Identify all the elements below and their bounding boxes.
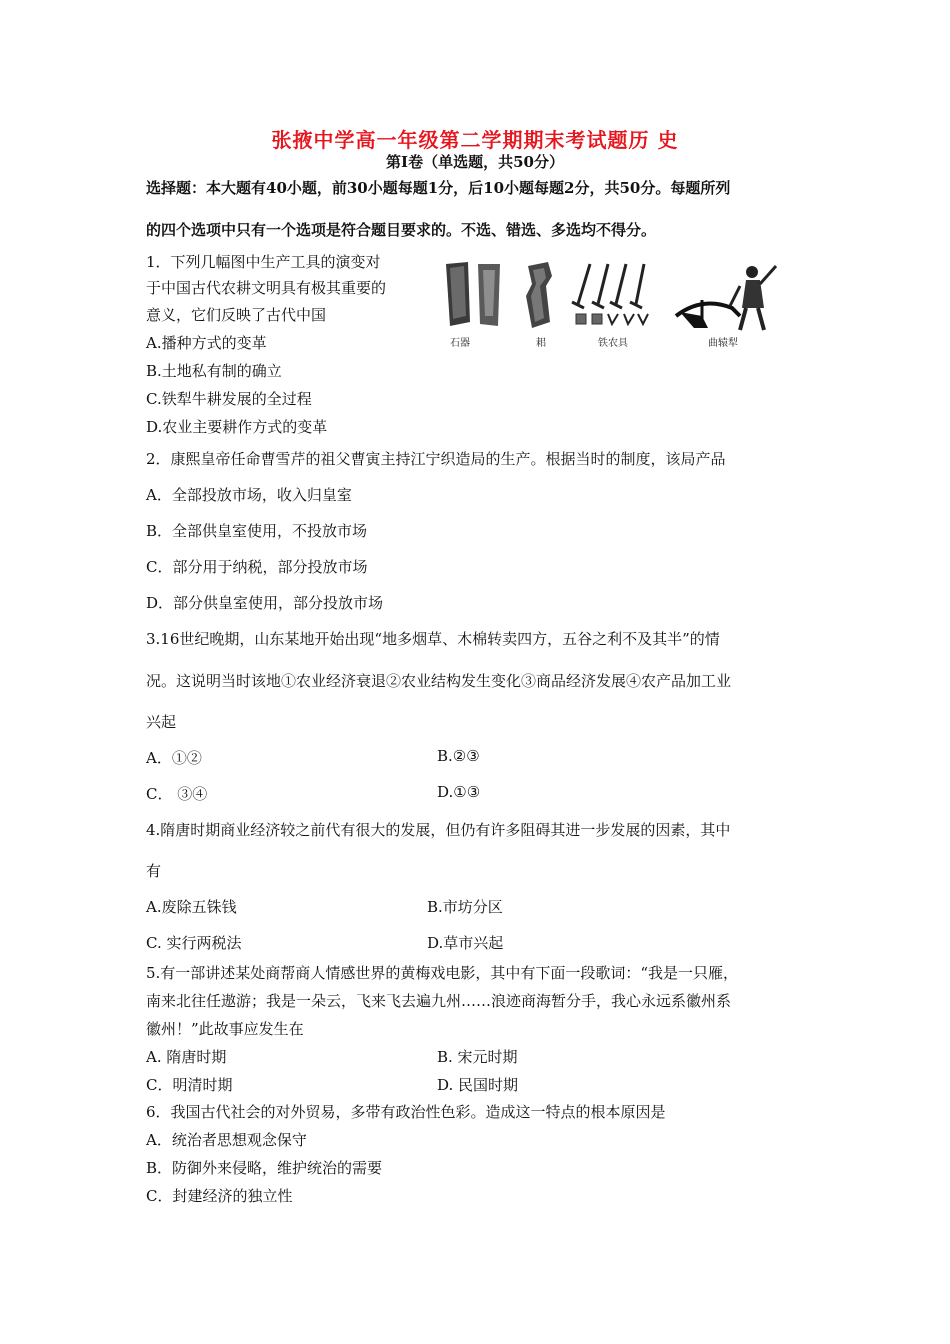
q2-option-c: C．部分用于纳税，部分投放市场 [146,558,368,576]
q1-option-c: C.铁犁牛耕发展的全过程 [146,390,312,408]
q2-option-b: B．全部供皇室使用，不投放市场 [146,522,368,540]
q4-stem-line-2: 有 [146,862,162,880]
caption-si: 耜 [536,338,546,349]
q5-stem-line-2: 南来北往任遨游；我是一朵云，飞来飞去遍九州……浪迹商海暂分手，我心永远系徽州系 [146,992,732,1010]
q5-stem-line-3: 徽州！”此故事应发生在 [146,1020,304,1038]
si-tool-image [526,262,552,328]
q5-option-c: C．明清时期 [146,1076,233,1094]
q1-stem-line-3: 意义，它们反映了古代中国 [146,306,327,324]
q2-option-d: D．部分供皇室使用，部分投放市场 [146,594,384,612]
q4-option-d: D.草市兴起 [427,934,504,952]
q1-stem-line-1: 1．下列几幅图中生产工具的演变对 [146,253,381,271]
q5-stem-line-1: 5.有一部讲述某处商帮商人情感世界的黄梅戏电影，其中有下面一段歌词：“我是一只雁， [146,964,738,982]
q3-option-d: D.①③ [437,783,481,801]
q4-option-b: B.市坊分区 [427,898,503,916]
q6-option-a: A．统治者思想观念保守 [146,1131,307,1149]
quyuan-plough-image [676,266,776,330]
q2-option-a: A．全部投放市场，收入归皇室 [146,486,352,504]
q3-stem-line-1: 3.16世纪晚期，山东某地开始出现“地多烟草、木棉转卖四方，五谷之利不及其半”的情 [146,630,720,648]
caption-stone-tool: 石器 [450,338,470,349]
q3-option-c: C． ③④ [146,785,208,803]
q4-option-c: C. 实行两税法 [146,934,242,952]
q3-option-a: A．①② [146,749,202,767]
instructions-line-1: 选择题：本大题有40小题，前30小题每题1分，后10小题每题2分，共50分。每题所列 [146,179,731,197]
q6-stem: 6．我国古代社会的对外贸易，多带有政治性色彩。造成这一特点的根本原因是 [146,1103,666,1121]
stone-tool-image [446,262,500,326]
q4-stem-line-1: 4.隋唐时期商业经济较之前代有很大的发展，但仍有许多阻碍其进一步发展的因素，其中 [146,821,731,839]
q3-option-b: B.②③ [437,747,480,765]
q6-option-b: B．防御外来侵略，维护统治的需要 [146,1159,383,1177]
q2-stem: 2．康熙皇帝任命曹雪芹的祖父曹寅主持江宁织造局的生产。根据当时的制度，该局产品 [146,450,726,468]
q5-option-b: B. 宋元时期 [437,1048,518,1066]
q5-option-d: D. 民国时期 [437,1076,519,1094]
caption-quyuan-plough: 曲辕犁 [708,338,738,349]
farming-tools-figure [440,256,810,352]
q3-stem-line-3: 兴起 [146,713,177,731]
iron-tools-image [572,264,648,324]
caption-iron-tools: 铁农具 [598,338,628,349]
q6-option-c: C．封建经济的独立性 [146,1187,293,1205]
q1-option-a: A.播种方式的变革 [146,334,267,352]
q1-option-b: B.土地私有制的确立 [146,362,282,380]
q1-option-d: D.农业主要耕作方式的变革 [146,418,328,436]
q1-stem-line-2: 于中国古代农耕文明具有极其重要的 [146,279,387,297]
section-subtitle: 第Ⅰ卷（单选题，共50分） [386,153,564,171]
instructions-line-2: 的四个选项中只有一个选项是符合题目要求的。不选、错选、多选均不得分。 [146,221,657,239]
exam-title: 张掖中学高一年级第二学期期末考试题历 史 [271,128,679,152]
q3-stem-line-2: 况。这说明当时该地①农业经济衰退②农业结构发生变化③商品经济发展④农产品加工业 [146,672,732,690]
q4-option-a: A.废除五铢钱 [146,898,237,916]
q5-option-a: A. 隋唐时期 [146,1048,227,1066]
